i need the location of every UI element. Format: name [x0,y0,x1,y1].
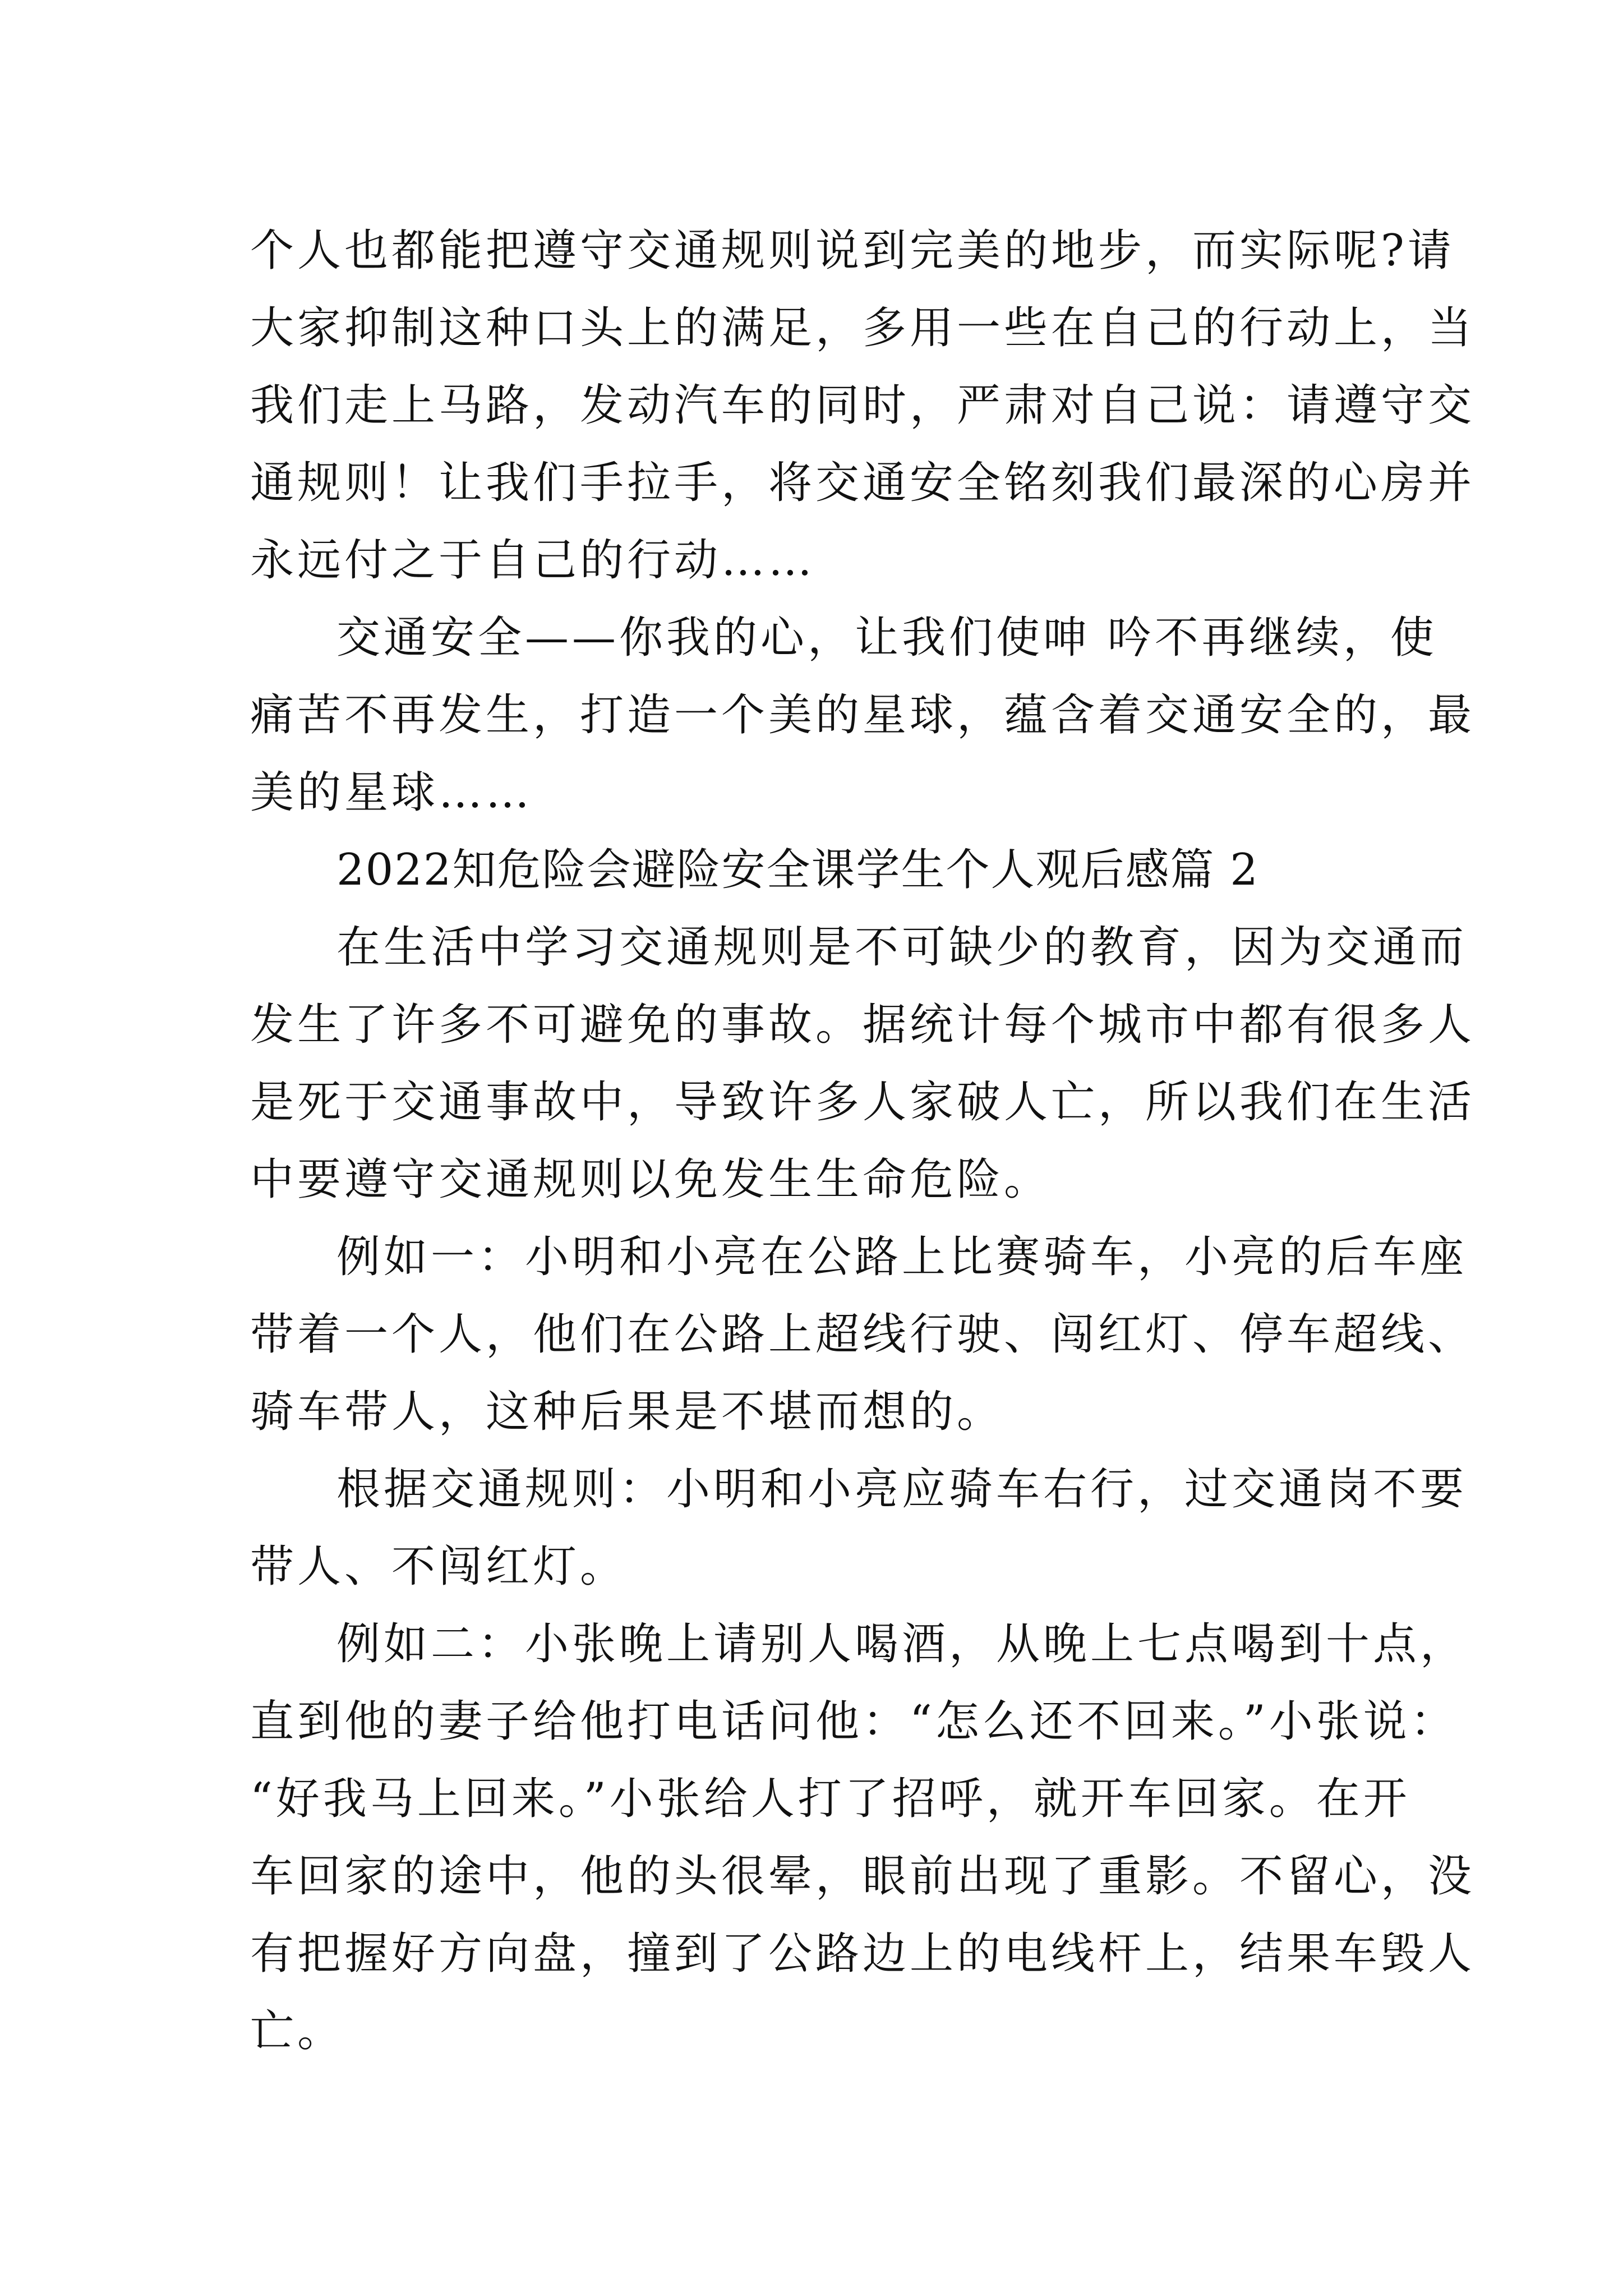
text-line: 车回家的途中，他的头很晕，眼前出现了重影。不留心，没 [250,1851,1476,1902]
text-line: 例如一：小明和小亮在公路上比赛骑车，小亮的后车座 [336,1232,1468,1282]
text-line: 交通安全——你我的心，让我们使呻 吟不再继续，使 [336,613,1437,663]
text-line: 根据交通规则：小明和小亮应骑车右行，过交通岗不要 [336,1464,1468,1515]
text-line: 例如二：小张晚上请别人喝酒，从晚上七点喝到十点， [336,1619,1468,1669]
text-line: 通规则！让我们手拉手，将交通安全铭刻我们最深的心房并 [250,458,1476,508]
text-line: 直到他的妻子给他打电话问他：“怎么还不回来。”小张说： [250,1696,1458,1747]
text-line: 亡。 [250,2006,345,2056]
section-heading: 2022知危险会避险安全课学生个人观后感篇 2 [336,845,1259,895]
text-line: 痛苦不再发生，打造一个美的星球，蕴含着交通安全的，最 [250,690,1476,740]
text-line: 带着一个人，他们在公路上超线行驶、闯红灯、停车超线、 [250,1309,1476,1360]
text-line: 发生了许多不可避免的事故。据统计每个城市中都有很多人 [250,1000,1476,1050]
text-line: 大家抑制这种口头上的满足，多用一些在自己的行动上，当 [250,303,1476,353]
text-line: 我们走上马路，发动汽车的同时，严肃对自己说：请遵守交 [250,380,1476,431]
text-line: 美的星球…… [250,767,533,818]
text-line: 有把握好方向盘，撞到了公路边上的电线杆上，结果车毁人 [250,1929,1476,1979]
text-line: 是死于交通事故中，导致许多人家破人亡，所以我们在生活 [250,1077,1476,1128]
text-line: 骑车带人，这种后果是不堪而想的。 [250,1387,1004,1437]
text-line: 个人也都能把遵守交通规则说到完美的地步，而实际呢?请 [250,226,1455,276]
text-line: 永远付之于自己的行动…… [250,535,816,586]
text-line: 带人、不闯红灯。 [250,1542,628,1592]
text-line: 在生活中学习交通规则是不可缺少的教育，因为交通而 [336,922,1468,973]
text-line: “好我马上回来。”小张给人打了招呼，就开车回家。在开 [250,1774,1410,1824]
text-line: 中要遵守交通规则以免发生生命危险。 [250,1154,1052,1205]
